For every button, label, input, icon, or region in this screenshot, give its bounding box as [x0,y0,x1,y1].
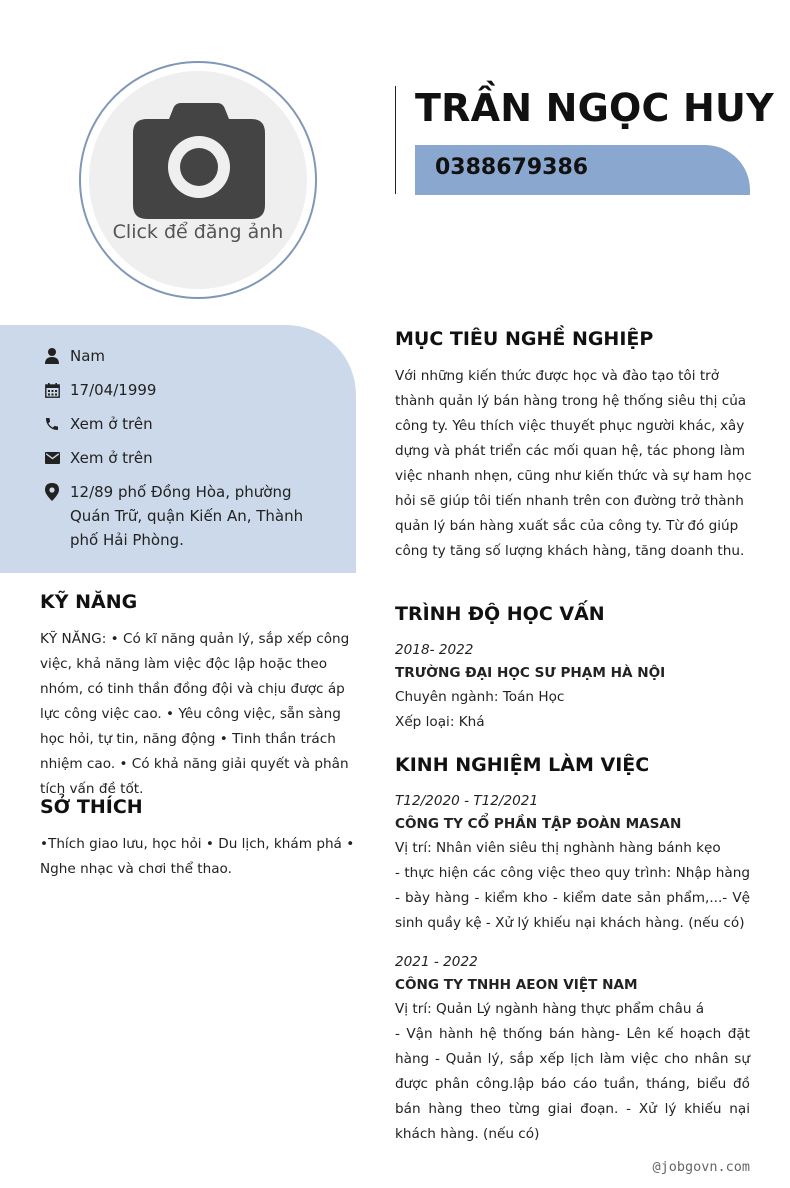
phone-number: 0388679386 [435,155,589,180]
job-position: Vị trí: Quản Lý ngành hàng thực phẩm châu á [395,1001,705,1017]
job-period: T12/2020 - T12/2021 [395,793,539,809]
job-position: Vị trí: Nhân viên siêu thị nghành hàng bánh kẹo [395,840,721,856]
avatar-upload[interactable] [79,61,317,299]
camera-icon [133,103,265,219]
contact-phone [43,412,310,436]
calendar-icon [43,378,61,402]
job-description: - thực hiện các công việc theo quy trình: Nhập hàng - bày hàng - kiểm kho - kiểm date sản phẩm,...- Vệ sinh quầy kệ - Xử lý khiếu nại khách hàng. (nếu có) [395,865,750,931]
objective-text: Với những kiến thức được học và đào tạo tôi trở thành quản lý bán hàng trong hệ thống siêu thị của công ty. Yêu thích việc thuyết phục người khác, xây dựng và phát triển các mối quan hệ, tác phong làm việc nhanh nhẹn, cũng như kiến thức và sự ham học hỏi sẽ giúp tôi tiến nhanh trên con đường trở thành quản lý bán hàng xuất sắc của công ty. Từ đó giúp công ty tăng số lượng khách hàng, tăng doanh thu. [395,368,752,559]
skills-text: KỸ NĂNG: • Có kĩ năng quản lý, sắp xếp công việc, khả năng làm việc độc lập hoặc theo nhóm, có tinh thần đồng đội và chịu được áp lực công việc cao. • Yêu công việc, sẵn sàng học hỏi, tự tin, năng động • Tinh thần trách nhiệm cao. • Có khả năng giải quyết và phân tích vấn đề tốt. [40,631,350,797]
contact-address [43,480,310,552]
candidate-name: TRẦN NGỌC HUY [415,86,774,130]
education-school: TRƯỜNG ĐẠI HỌC SƯ PHẠM HÀ NỘI [395,665,666,681]
objective-heading: MỤC TIÊU NGHỀ NGHIỆP [395,328,654,350]
experience-heading: KINH NGHIỆM LÀM VIỆC [395,754,650,776]
job-description: - Vận hành hệ thống bán hàng- Lên kế hoạch đặt hàng - Quản lý, sắp xếp lịch làm việc cho nhân sự được phân công.lập báo cáo tuần, tháng, biểu đồ bán hàng theo từng giai đoạn. - Xử lý khiếu nại khách hàng. (nếu có) [395,1026,750,1142]
phone-value: Xem ở trên [70,415,153,433]
hobbies-text: •Thích giao lưu, học hỏi • Du lịch, khám phá • Nghe nhạc và chơi thể thao. [40,836,355,877]
job-company: CÔNG TY CỔ PHẦN TẬP ĐOÀN MASAN [395,816,682,832]
education-period: 2018- 2022 [395,642,474,658]
address-value: 12/89 phố Đồng Hòa, phường Quán Trữ, quận Kiến An, Thành phố Hải Phòng. [70,483,304,549]
mail-icon [43,446,61,470]
education-grade: Xếp loại: Khá [395,714,485,730]
email-value: Xem ở trên [70,449,153,467]
photo-caption: Click để đăng ảnh [112,221,284,243]
job-company: CÔNG TY TNHH AEON VIỆT NAM [395,977,638,993]
avatar-placeholder[interactable] [89,71,307,289]
watermark: @jobgovn.com [652,1159,750,1175]
birthdate-value: 17/04/1999 [70,381,157,399]
contact-email [43,446,310,470]
location-pin-icon [43,480,61,504]
phone-banner [415,145,750,195]
person-icon [43,344,61,368]
job-period: 2021 - 2022 [395,954,478,970]
education-major: Chuyên ngành: Toán Học [395,689,565,705]
phone-icon [43,412,61,436]
contact-gender [43,344,310,368]
education-heading: TRÌNH ĐỘ HỌC VẤN [395,603,605,625]
contact-birthdate [43,378,310,402]
header-divider [395,86,396,194]
skills-heading: KỸ NĂNG [40,591,138,613]
gender-value: Nam [70,347,106,365]
hobbies-heading: SỞ THÍCH [40,796,143,818]
